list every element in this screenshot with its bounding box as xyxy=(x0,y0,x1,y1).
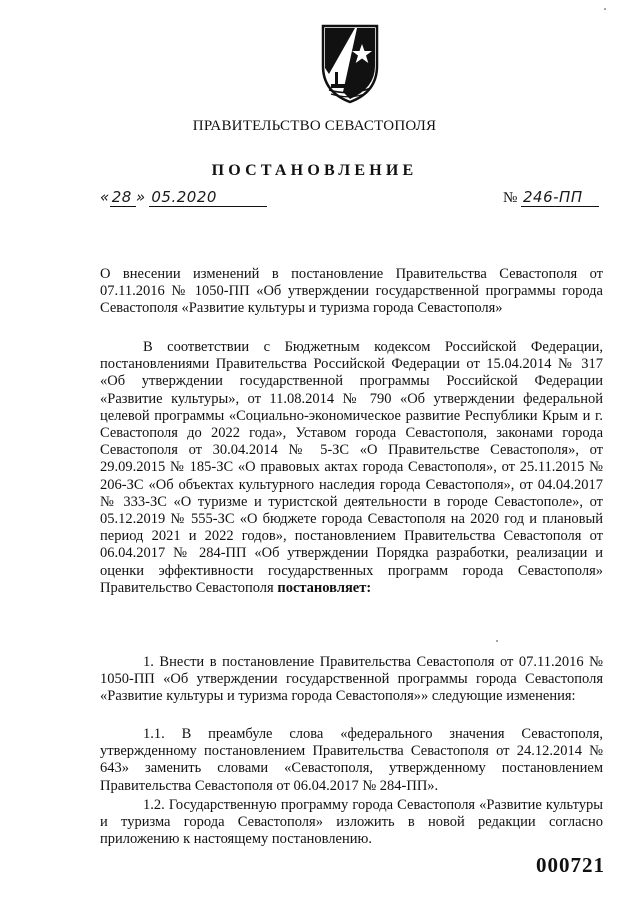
document-date xyxy=(100,188,267,207)
preamble-text: В соответствии с Бюджетным кодексом Российской Федерации, постановлениями Правительства Российской Федерации от 15.04.2014 № 317 «Об утверждении государственной программы Российской Федерации «Развитие культуры», от 11.08.2014 № 790 «Об утверждении федеральной целевой программы «Социально-экономическое развитие Республики Крым и г. Севастополя до 2022 года», Уставом города Севастополя, законами города Севастополя от 30.04.2014 № 5-ЗС «О Правительстве Севастополя», от 29.09.2015 № 185-ЗС «О правовых актах города Севастополя», от 25.11.2015 № 206-ЗС «Об объектах культурного наследия города Севастополя», от 04.04.2017 № 333-ЗС «О туризме и туристской деятельности в городе Севастополе», от 05.12.2019 № 555-ЗС «О бюджете города Севастополя на 2020 год и плановый период 2021 и 2022 годов», постановлением Правительства Севастополя от 06.04.2017 № 284-ПП «Об утверждении Порядка разработки, реализации и оценки эффективности государственных программ города Севастополя» Правительство Севастополя xyxy=(100,339,603,596)
scan-speck xyxy=(604,8,606,10)
number-value: 246-ПП xyxy=(521,188,599,207)
number-prefix: № xyxy=(502,190,518,206)
government-name: ПРАВИТЕЛЬСТВО СЕВАСТОПОЛЯ xyxy=(192,118,437,134)
document-type-heading: ПОСТАНОВЛЕНИЕ xyxy=(211,162,418,179)
sevastopol-coat-of-arms-icon xyxy=(317,22,383,104)
date-month-year: 05.2020 xyxy=(149,188,267,207)
item-1-2: 1.2. Государственную программу города Севастополя «Развитие культуры и туризма города Севастополя» изложить в новой редакции согласно приложению к настоящему постановлению. xyxy=(100,797,603,848)
date-day: 28 xyxy=(110,188,136,207)
preamble-paragraph xyxy=(100,339,603,597)
scan-speck xyxy=(496,640,498,642)
resolves-word: постановляет: xyxy=(277,579,372,596)
item-1-1: 1.1. В преамбуле слова «федерального значения Севастополя, утвержденному постановлением Правительства Севастополя от 24.12.2014 № 643» заменить словами «Севастополя, утвержденному постановлением Правительства Севастополя от 06.04.2017 № 284-ПП». xyxy=(100,726,603,794)
document-title: О внесении изменений в постановление Правительства Севастополя от 07.11.2016 № 1050-ПП «Об утверждении государственной программы города Севастополя «Развитие культуры и туризма города Севастополя» xyxy=(100,266,603,317)
serial-number: 000721 xyxy=(536,853,605,877)
date-close-quote: » xyxy=(135,188,146,206)
item-1: 1. Внести в постановление Правительства Севастополя от 07.11.2016 № 1050-ПП «Об утверждении государственной программы города Севастополя «Развитие культуры и туризма города Севастополя»» следующие изменения: xyxy=(100,654,603,705)
document-number xyxy=(503,188,599,207)
date-open-quote: « xyxy=(100,188,110,206)
